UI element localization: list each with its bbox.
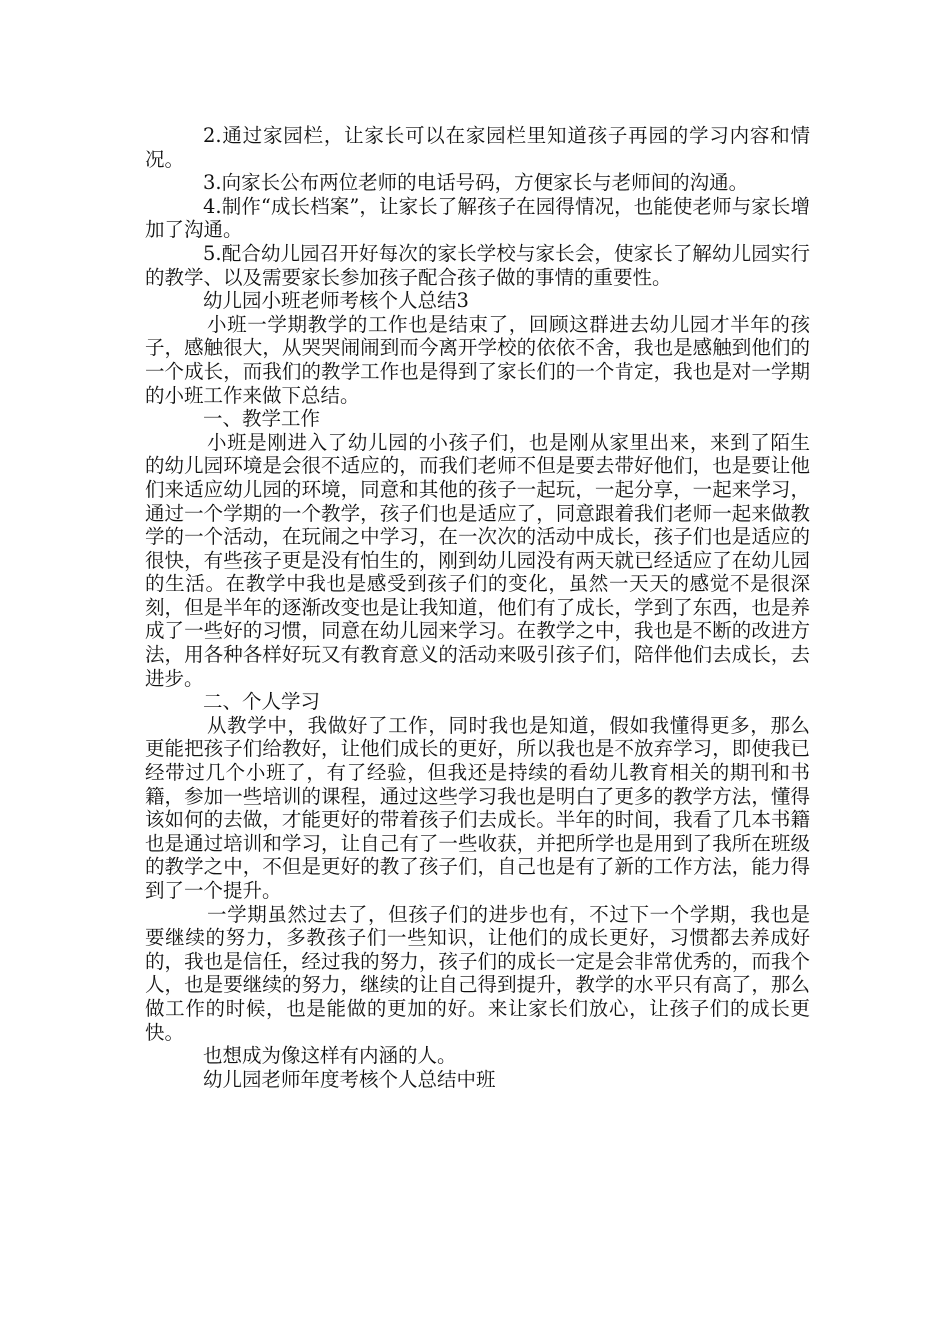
next-section-title: 幼儿园老师年度考核个人总结中班 (203, 1067, 496, 1091)
paragraph-item-4: 4.制作“成长档案”，让家长了解孩子在园得情况，也能使老师与家长增加了沟通。 (145, 194, 810, 242)
paragraph-item-2: 2.通过家园栏，让家长可以在家园栏里知道孩子再园的学习内容和情况。 (145, 124, 810, 171)
paragraph-item-3: 3.向家长公布两位老师的电话号码，方便家长与老师间的沟通。 (203, 171, 749, 195)
section-heading-teaching: 一、教学工作 (203, 407, 321, 431)
paragraph-teaching: 小班是刚进入了幼儿园的小孩子们，也是刚从家里出来，来到了陌生的幼儿园环境是会很不适应的，而我们老师不但是要去带好他们，也是要让他们来适应幼儿园的环境，同意和其他的孩子一起玩，一起分享，一起来学习，通过一个学期的一个教学，孩子们也是适应了，同意跟着我们老师一起来做教学的一个活动，在玩闹之中学习，在一次次的活动中成长，孩子们也是适应的很快，有些孩子更是没有怕生的，刚到幼儿园没有两天就已经适应了在幼儿园的生活。在教学中我也是感受到孩子们的变化，虽然一天天的感觉不是很深刻，但是半年的逐渐改变也是让我知道，他们有了成长，学到了东西，也是养成了一些好的习惯，同意在幼儿园来学习。在教学之中，我也是不断的改进方法，用各种各样好玩又有教育意义的活动来吸引孩子们，陪伴他们去成长，去进步。 (145, 430, 810, 690)
document-body (145, 124, 810, 1091)
paragraph-closing-line: 也想成为像这样有内涵的人。 (203, 1044, 457, 1068)
section-heading-learning: 二、个人学习 (203, 690, 321, 714)
paragraph-item-5: 5.配合幼儿园召开好每次的家长学校与家长会，使家长了解幼儿园实行的教学、以及需要家长参加孩子配合孩子做的事情的重要性。 (145, 241, 810, 289)
paragraph-intro: 小班一学期教学的工作也是结束了，回顾这群进去幼儿园才半年的孩子，感触很大，从哭哭闹闹到而今离开学校的依依不舍，我也是感触到他们的一个成长，而我们的教学工作也是得到了家长们的一个肯定，我也是对一学期的小班工作来做下总结。 (145, 312, 810, 407)
section-title: 幼儿园小班老师考核个人总结3 (203, 289, 469, 313)
paragraph-learning: 从教学中，我做好了工作，同时我也是知道，假如我懂得更多，那么更能把孩子们给教好，让他们成长的更好，所以我也是不放弃学习，即使我已经带过几个小班了，有了经验，但我还是持续的看幼儿教育相关的期刊和书籍，参加一些培训的课程，通过这些学习我也是明白了更多的教学方法，懂得该如何的去做，才能更好的带着孩子们去成长。半年的时间，我看了几本书籍也是通过培训和学习，让自己有了一些收获，并把所学也是用到了我所在班级的教学之中，不但是更好的教了孩子们，自己也是有了新的工作方法，能力得到了一个提升。 (145, 713, 810, 902)
paragraph-conclusion: 一学期虽然过去了，但孩子们的进步也有，不过下一个学期，我也是要继续的努力，多教孩子们一些知识，让他们的成长更好，习惯都去养成好的，我也是信任，经过我的努力，孩子们的成长一定是会非常优秀的，而我个人，也是要继续的努力，继续的让自己得到提升，教学的水平只有高了，那么做工作的时候，也是能做的更加的好。来让家长们放心，让孩子们的成长更快。 (145, 902, 810, 1044)
